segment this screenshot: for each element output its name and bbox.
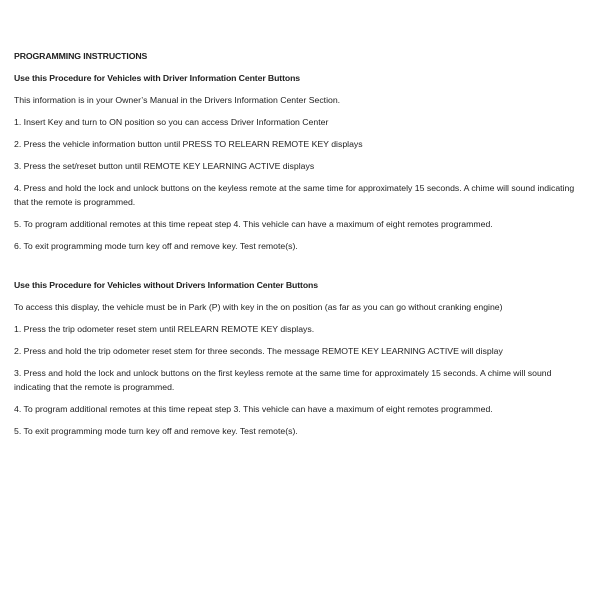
section2-heading: Use this Procedure for Vehicles without Drivers Information Center Buttons	[14, 280, 318, 290]
section1-intro: This information is in your Owner’s Manual in the Drivers Information Center Section.	[14, 95, 341, 105]
section2-step-2: 2. Press and hold the trip odometer reset stem for three seconds. The message REMOTE KEY LEARNING ACTIVE will display	[14, 346, 503, 356]
section1-step-6: 6. To exit programming mode turn key off and remove key. Test remote(s).	[14, 241, 298, 251]
section2-step-4: 4. To program additional remotes at this time repeat step 3. This vehicle can have a maximum of eight remotes programmed.	[14, 404, 493, 414]
section2-intro: To access this display, the vehicle must be in Park (P) with key in the on position (as far as you can go without cranking engine)	[14, 302, 503, 312]
section1-step-2: 2. Press the vehicle information button until PRESS TO RELEARN REMOTE KEY displays	[14, 139, 363, 149]
section1-step-5: 5. To program additional remotes at this time repeat step 4. This vehicle can have a maximum of eight remotes programmed.	[14, 219, 493, 229]
section2-step-5: 5. To exit programming mode turn key off and remove key. Test remote(s).	[14, 426, 298, 436]
section1-step-3: 3. Press the set/reset button until REMOTE KEY LEARNING ACTIVE displays	[14, 161, 315, 171]
section1-step-4: 4. Press and hold the lock and unlock buttons on the keyless remote at the same time for approximately 15 seconds. A chime will sound indicating that the remote is programmed.	[14, 183, 575, 207]
section2-step-3: 3. Press and hold the lock and unlock buttons on the first keyless remote at the same time for approximately 15 seconds. A chime will sound indicating that the remote is programmed.	[14, 368, 552, 392]
section-spacer	[14, 253, 586, 278]
document-title: PROGRAMMING INSTRUCTIONS	[14, 51, 148, 61]
section1-step-1: 1. Insert Key and turn to ON position so you can access Driver Information Center	[14, 117, 329, 127]
section1-heading: Use this Procedure for Vehicles with Driver Information Center Buttons	[14, 73, 301, 83]
section2-step-1: 1. Press the trip odometer reset stem until RELEARN REMOTE KEY displays.	[14, 324, 315, 334]
